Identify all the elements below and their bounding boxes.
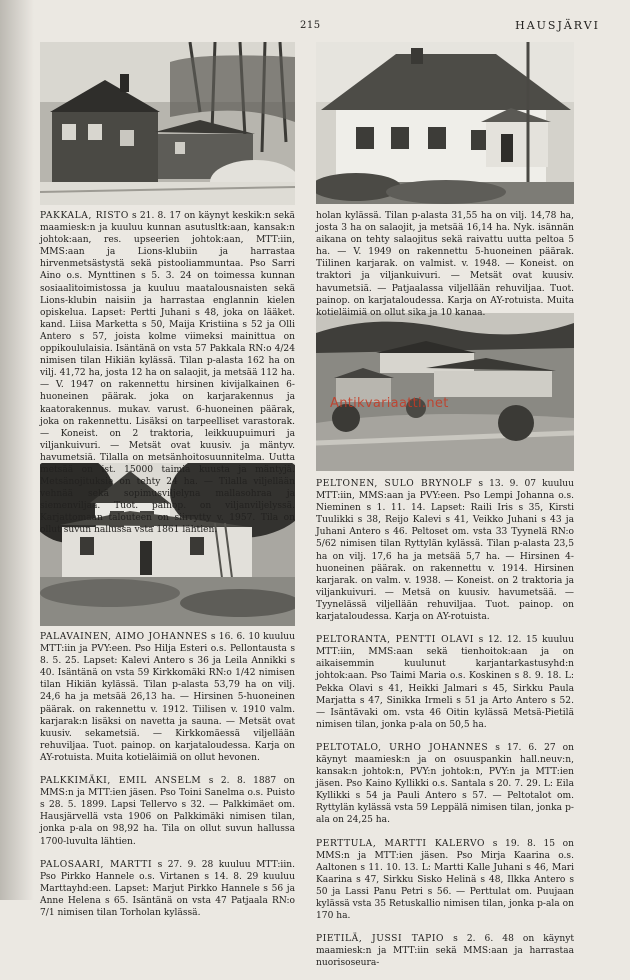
biography-entry bbox=[316, 478, 574, 623]
farmhouse-with-shed-photo bbox=[40, 42, 295, 205]
farm-aerial-view-photo bbox=[316, 313, 574, 471]
left-column-upper bbox=[40, 210, 295, 548]
right-column-upper bbox=[316, 210, 574, 330]
entry-name: PELTOTALO, URHO JOHANNES bbox=[316, 742, 489, 753]
right-column-lower bbox=[316, 478, 574, 980]
entry-name: PIETILÄ, JUSSI TAPIO bbox=[316, 934, 445, 945]
entry-text: s 2. 6. 48 on käynyt maamiesk:n ja MTT:iin sekä MMS:aan ja harrastaa nuorisoseura- bbox=[316, 934, 574, 969]
entry-name: PALOSAARI, MARTTI bbox=[40, 859, 153, 870]
biography-entry bbox=[40, 210, 295, 537]
entry-text: s 27. 9. 28 kuuluu MTT:iin. Pso Pirkko Hannele o.s. Virtanen s 14. 8. 29 kuuluu Marttayhd:een. Lapset: Marjut Pirkko Hannele s 56 ja Anne Helena s 65. Isäntänä on vsta 47 Patjaala RN:o 7/1 nimisen tilan Torholan kylässä. bbox=[40, 859, 295, 918]
entry-name: PALKKIMÄKI, EMIL ANSELM bbox=[40, 776, 202, 787]
entry-text: s 19. 8. 15 on MMS:n ja MTT:ien jäsen. Pso Mirja Kaarina o.s. Aaltonen s 11. 10. 13. L: Martti Kalle Juhani s 46, Mari Kaarina s 47, Sirkku Sisko Helinä s 48, Ilkka Antero s 50 ja Lassi Panu Petri s 56. — Perttulat om. Puujaan kylässä vsta 35 Retuskallio nimisen tilan, jonka p-ala on 170 ha. bbox=[316, 838, 574, 922]
biography-entry bbox=[316, 634, 574, 731]
biography-entry bbox=[40, 859, 295, 919]
left-column-lower bbox=[40, 631, 295, 930]
entry-text: holan kylässä. Tilan p-alasta 31,55 ha on vilj. 14,78 ha, josta 3 ha on salaojit, ja metsää 16,14 ha. Nyk. isännän aikana on tehty salaojitus sekä raivattu uutta peltoa 5 ha. — V. 1949 on rakennettu 5-huoneinen päärak. Tiilinen karjarak. on valmist. v. 1948. — Koneist. on traktori ja viljankuivuri. — Metsät ovat kuusiv. havumetsiä. — Patjaalassa viljellään rehuviljaa. Tuot. painop. on karjataloudessa. Karja on AY-rotuista. Muita kotieläimiä on ollut sika ja 10 kanaa. bbox=[316, 211, 574, 318]
biography-entry bbox=[40, 631, 295, 764]
biography-entry-continuation bbox=[316, 210, 574, 319]
entry-text: s 12. 12. 15 kuuluu MTT:iin, MMS:aan sekä tienhoitok:aan ja on aikaisemmin kuulunut karjantarkastusyhd:n johtok:aan. Pso Taimi Maria o.s. Koskinen s 8. 9. 18. L: Pekka Olavi s 41, Heikki Jalmari s 45, Sirkku Paula Marjatta s 47, Sinikka Irmeli s 51 ja Arto Antero s 52. — Isäntävaki om. vsta 46 Oitin kylässä Metsä-Pietilä nimisen tilan, jonka p-ala on 50,5 ha. bbox=[316, 635, 575, 730]
entry-name: PELTORANTA, PENTTI OLAVI bbox=[316, 635, 474, 646]
entry-text: s 16. 6. 10 kuuluu MTT:iin ja PVY:een. Pso Hilja Esteri o.s. Pellontausta s 8. 5. 25. Lapset: Kalevi Antero s 36 ja Leila Annikki s 40. Isäntänä on vsta 59 Kirkkomäki RN:o 1/42 nimisen tilan Hikiän kylässä. Tilan p-alasta 53,79 ha on vilj. 24,6 ha ja metsää 26,13 ha. — Hirsinen 5-huoneinen päärak. on rakennettu v. 1912. Tiilisen v. 1910 valm. karjarak:n lisäksi on navetta ja sauna. — Metsät ovat kuusiv. sekametsiä. — Kirkkomäessä viljellään rehuviljaa. Tuot. painop. on karjataloudessa. Karja on AY-rotuista. Muita kotieläimiä on ollut hevonen. bbox=[40, 632, 296, 763]
entry-name: PALAVAINEN, AIMO JOHANNES bbox=[40, 632, 208, 642]
entry-name: PELTONEN, SULO BRYNOLF bbox=[316, 479, 473, 489]
biography-entry bbox=[40, 775, 295, 848]
page-binding-shadow bbox=[0, 0, 34, 900]
entry-text: s 17. 6. 27 on käynyt maamiesk:n ja on osuuspankin hall.neuv:n, kansak:n johtok:n, PVY:n johtok:n, PVY:n ja MTT:ien jäsen. Pso Kaino Kyllikki o.s. Santala s 20. 7. 29. L: Eila Kyllikki s 54 ja Pauli Antero s 57. — Peltotalot om. Ryttylän kylässä vsta 59 Leppälä nimisen tilan, jonka p-ala on 24,25 ha. bbox=[316, 742, 574, 826]
biography-entry bbox=[316, 933, 574, 969]
biography-entry bbox=[316, 838, 574, 923]
white-house-with-flagpole-photo bbox=[316, 42, 574, 204]
entry-name: PAKKALA, RISTO bbox=[40, 211, 129, 221]
page-number: 215 bbox=[300, 20, 321, 31]
entry-text: s 2. 8. 1887 on MMS:n ja MTT:ien jäsen. Pso Toini Sanelma o.s. Puisto s 28. 5. 1899. Lapsi Tellervo s 32. — Palkkimäet om. Hausjärvellä vsta 1906 on Palkkimäki nimisen tilan, jonka p-ala on 98,92 ha. Tila on ollut suvun hallussa 1700-luvulta lähtien. bbox=[40, 776, 295, 847]
watermark-text: Antikvariaatti.net bbox=[330, 396, 449, 411]
entry-name: PERTTULA, MARTTI KALERVO bbox=[316, 838, 486, 849]
biography-entry bbox=[316, 742, 574, 827]
entry-text: s 21. 8. 17 on käynyt keskik:n sekä maamiesk:n ja kuuluu kunnan asutusltk:aan, kansak:n johtok:aan, res. upseerien johtok:aan, MTT:iin, MMS:aan ja Lions-klubiin ja harrastaa hirvenmetsästystä sekä pistooliammuntaa. Pso Sarri Aino o.s. Mynttinen s 5. 3. 24 on toimessa kunnan sosiaalitoimistossa ja kuuluu maatalousnaisten sekä Lions-klubin naisiin ja harrastaa englannin kielen opiskelua. Lapset: Pertti Juhani s 48, joka on lääket. kand. Liisa Marketta s 50, Maija Kristiina s 52 ja Olli Antero s 57, joista kolme viimeksi mainittua on oppikoululaisia. Isäntänä on vsta 57 Pakkala RN:o 4/24 nimisen tilan Hikiän kylässä. Tilan p-alasta 162 ha on vilj. 41,72 ha, josta 12 ha on salaojit, ja metsää 112 ha. — V. 1947 on rakennettu hirsinen kivijalkainen 6-huoneinen päärak. joka on karjarakennus ja kaatorakennus. mukav. varust. 6-huoneinen päärak, joka on rakennettu. Lisäksi on tarpeelliset varastorak. — Koneist. on 2 traktoria, leikkuupuimuri ja viljankuivuri. — Metsät ovat kuusiv. ja mäntyv. havumetsiä. Tilalla on metsänhoitosuunnitelma. Uutta metsää on ist. 15000 taimia kuusta ja mäntyjä. Metsänojituksia on tehty 24 ha. — Tilalla viljellään vehnää sekä sopimusviljelyna mallasohraa ja siemenviljaa. Tuot. painop. on viljanviljelyssä. Karjattomaan talouteen on siirrytty v. 1957. Tila on ollut suvun hallussa vsta 1861 lähtien. bbox=[40, 211, 295, 536]
running-header: HAUSJÄRVI bbox=[515, 19, 600, 32]
entry-text: s 13. 9. 07 kuuluu MTT:iin, MMS:aan ja PVY:een. Pso Lempi Johanna o.s. Nieminen s 1. 11. 14. Lapset: Raili Iris s 35, Kirsti Tuulikki s 38, Reijo Kalevi s 41, Veikko Juhani s 43 ja Juhani Antero s 46. Peltoset om. vsta 33 Tyynelä RN:o 5/62 nimisen tilan Ryttylän kylässä. Tilan p-alasta 23,5 ha on vilj. 17,6 ha ja metsää 5,7 ha. — Hirsinen 4-huoneinen päärak. on rakennettu v. 1914. Hirsinen karjarak. on valm. v. 1938. — Koneist. on 2 traktoria ja viljankuivuri. — Metsä on kuusiv. havumetsää. — Tyynelässä viljellään rehuviljaa. Tuot. painop. on karjataloudessa. Karja on AY-rotuista. bbox=[316, 479, 574, 623]
